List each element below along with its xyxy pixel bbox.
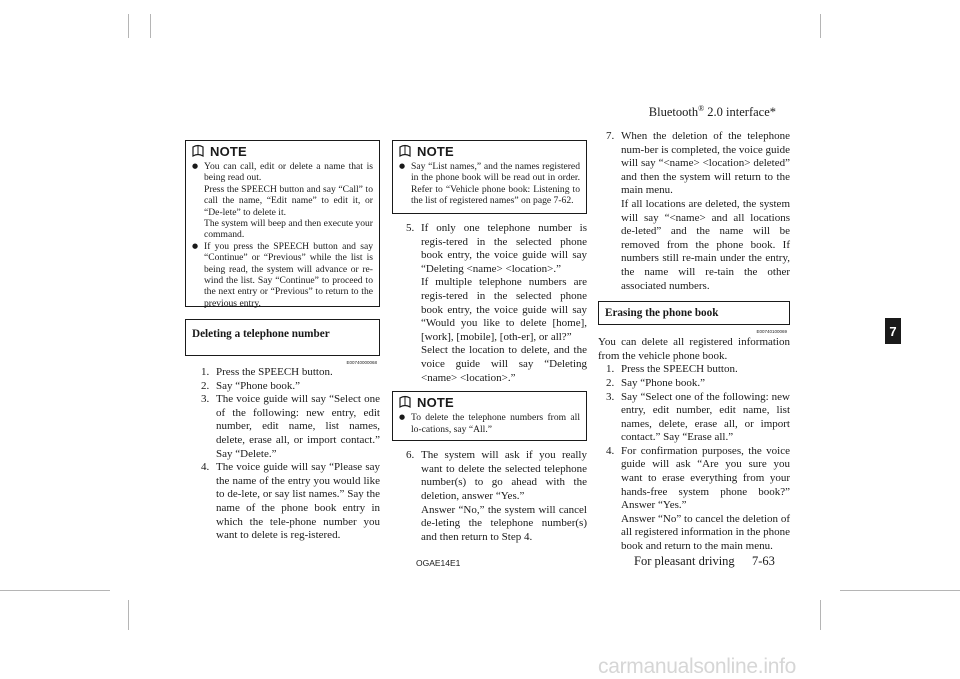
page-header	[649, 104, 776, 120]
step-list	[598, 130, 790, 293]
crop-mark	[0, 590, 110, 591]
note-label: NOTE	[210, 143, 247, 159]
step-text: Say “Select one of the following: new entry, edit number, edit name, list names, delete, erase all, or import contact.” Say “Erase all.”	[621, 390, 790, 444]
step-text: For confirmation purposes, the voice guide will ask “Are you sure you want to erase everything from your hands-free system phone book?” Answer “Yes.” Answer “No” to cancel the deletion of all registered information in the phone book and return to the main menu.	[621, 444, 790, 553]
crop-mark	[820, 14, 821, 38]
note-item	[192, 161, 373, 241]
step-text: Press the SPEECH button.	[621, 363, 738, 376]
step-item	[201, 366, 380, 380]
step-item	[201, 461, 380, 543]
note-header	[397, 141, 580, 161]
step-item	[201, 380, 380, 394]
step-text: Press the SPEECH button.	[216, 366, 333, 378]
step-number: 5.	[406, 222, 415, 234]
section-header	[598, 301, 790, 335]
bullet-icon: ●	[192, 241, 199, 250]
step-item	[606, 130, 790, 293]
step-item	[606, 377, 790, 391]
step-text: When the deletion of the telephone num-ber is completed, the voice guide will say “<name> <location> deleted” and then the system will return to the main menu. If all locations are deleted, the system will say “<name> and all locations de-leted” and the name will be removed from the phone book. If numbers still re-main under the entry, the name will re-tain the other associated numbers.	[621, 130, 790, 292]
step-number: 4.	[201, 461, 210, 474]
note-text: If you press the SPEECH button and say “Continue” or “Previous” while the list is being read, the system will advance or re-wind the list. Say “Continue” to proceed to the next entry or “Previous” to return to the previous entry.	[204, 240, 373, 309]
note-header	[397, 392, 580, 412]
step-item	[406, 449, 587, 544]
left-column	[185, 140, 380, 543]
header-title-rest: 2.0 interface*	[704, 105, 776, 120]
header-title: Bluetooth	[648, 105, 699, 120]
step-text: Say “Phone book.”	[621, 376, 706, 389]
step-number: 6.	[406, 449, 415, 462]
note-item	[399, 412, 580, 435]
step-item	[606, 363, 790, 377]
note-text: You can call, edit or delete a name that is being read out. Press the SPEECH button and say “Call” to call the name, “Edit name” to edit it, or “De-lete” to delete it. The system will beep and then execute your command.	[204, 161, 373, 241]
step-number: 2.	[201, 379, 210, 392]
note-label: NOTE	[417, 394, 454, 410]
step-list	[598, 363, 790, 553]
section-code: E00740100069	[756, 329, 787, 335]
bullet-icon: ●	[192, 162, 199, 170]
footer-section: For pleasant driving	[634, 554, 735, 568]
right-column	[598, 130, 790, 554]
crop-mark	[150, 14, 151, 38]
step-number: 7.	[606, 130, 615, 142]
header-sup: ®	[698, 104, 705, 113]
note-item	[399, 161, 580, 207]
step-list	[185, 366, 380, 543]
crop-mark	[820, 600, 821, 630]
note-icon	[397, 144, 413, 158]
section-title: Erasing the phone book	[605, 307, 719, 320]
step-text: Say “Phone book.”	[216, 379, 301, 392]
bullet-icon: ●	[399, 413, 406, 422]
step-item	[201, 393, 380, 461]
note-text: To delete the telephone numbers from all lo-cations, say “All.”	[411, 412, 580, 435]
step-item	[606, 445, 790, 554]
step-text: The system will ask if you really want to delete the selected telephone number(s) to go ahead with the deletion, answer “Yes.” Answer “No,” the system will cancel de-leting the telephone number(s) and then return to Step 4.	[421, 449, 587, 543]
note-header	[190, 141, 373, 161]
note-icon	[397, 395, 413, 409]
crop-mark	[128, 600, 129, 630]
note-box	[185, 140, 380, 307]
step-number: 3.	[606, 390, 615, 403]
step-list	[392, 222, 587, 385]
step-text: The voice guide will say “Select one of the following: new entry, edit number, edit name, list names, delete, erase all, or import contact.” Say “Delete.”	[216, 393, 380, 460]
middle-column	[392, 140, 587, 544]
section-code: E00740000068	[346, 360, 377, 365]
step-number: 1.	[201, 366, 210, 378]
note-box	[392, 140, 587, 214]
note-item	[192, 241, 373, 309]
section-header	[185, 319, 380, 365]
note-text: Say “List names,” and the names registered in the phone book will be read out in order. Refer to “Vehicle phone book: Listening to the list of registered names” on page 7-62.	[411, 161, 580, 207]
step-item	[606, 391, 790, 445]
note-icon	[190, 144, 206, 158]
step-number: 1.	[606, 363, 615, 376]
step-item	[406, 222, 587, 385]
crop-mark	[128, 14, 129, 38]
watermark: carmanualsonline.info	[598, 655, 796, 678]
footer-code: OGAE14E1	[416, 558, 461, 568]
intro-paragraph: You can delete all registered information from the vehicle phone book.	[598, 336, 790, 362]
step-text: The voice guide will say “Please say the name of the entry you would like to de-lete, or say list names.” Say the name of the phone book entry in which the tele-phone number you want to delete is reg-istered.	[216, 461, 380, 542]
crop-mark	[840, 590, 960, 591]
step-number: 4.	[606, 444, 615, 457]
bullet-icon: ●	[399, 162, 406, 170]
step-list	[392, 449, 587, 544]
step-text: If only one telephone number is regis-tered in the selected phone book entry, the voice guide will say “Deleting <name> <location>.” If multiple telephone numbers are regis-tered in the selected phone book entry, the voice guide will say “Would you like to delete [home], [work], [mobile], [oth-er], or all?” Select the location to delete, and the voice guide will say “Deleting <name> <location>.”	[421, 222, 587, 384]
page-number: 7-63	[752, 554, 775, 568]
chapter-tab: 7	[885, 318, 901, 344]
section-title: Deleting a telephone number	[192, 328, 330, 340]
note-box	[392, 391, 587, 441]
step-number: 3.	[201, 393, 210, 406]
step-number: 2.	[606, 376, 615, 389]
note-label: NOTE	[417, 143, 454, 159]
